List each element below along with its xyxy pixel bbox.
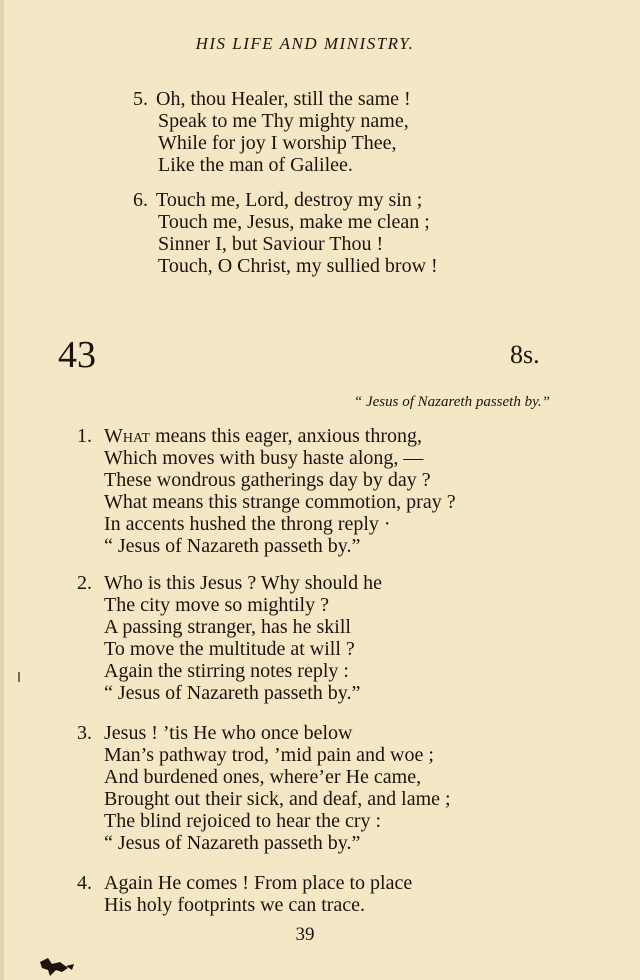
verse-number: 1.: [77, 425, 92, 447]
verse-line: While for joy I worship Thee,: [158, 132, 397, 154]
verse-4: [0, 872, 560, 916]
verse-line: The city move so mightily ?: [104, 594, 329, 616]
verse-number: 2.: [77, 572, 92, 594]
verse-line: Touch me, Lord, destroy my sin ;: [156, 189, 423, 211]
verse-line: Which moves with busy haste along, —: [104, 447, 424, 469]
verse-line: In accents hushed the throng reply ·: [104, 513, 391, 535]
verse-line: These wondrous gatherings day by day ?: [104, 469, 431, 491]
verse-1: [0, 425, 560, 557]
verse-line: And burdened ones, where’er He came,: [104, 766, 422, 788]
verse-line: Brought out their sick, and deaf, and lame ;: [104, 788, 451, 810]
verse-line: Again the stirring notes reply :: [104, 660, 349, 682]
verse-line: To move the multitude at will ?: [104, 638, 355, 660]
verse-line: “ Jesus of Nazareth passeth by.”: [104, 832, 361, 854]
verse-line: Speak to me Thy mighty name,: [158, 110, 409, 132]
verse-5: [0, 88, 560, 176]
hymn-epigraph: “ Jesus of Nazareth passeth by.”: [353, 394, 550, 410]
verse-number: 5.: [133, 88, 148, 110]
verse-line: The blind rejoiced to hear the cry :: [104, 810, 382, 832]
verse-line: Like the man of Galilee.: [158, 154, 353, 176]
verse-line: means this eager, anxious throng,: [150, 425, 423, 447]
verse-3: [0, 722, 560, 854]
verse-line: Jesus ! ’tis He who once below: [104, 722, 353, 744]
verse-number: 6.: [133, 189, 148, 211]
verse-line: “ Jesus of Nazareth passeth by.”: [104, 535, 361, 557]
verse-2: [0, 572, 560, 704]
hymn-number: 43: [58, 334, 96, 376]
page-number: 39: [295, 924, 315, 945]
verse-line: Man’s pathway trod, ’mid pain and woe ;: [104, 744, 434, 766]
verse-first-word: What: [104, 425, 151, 447]
verse-line: Again He comes ! From place to place: [104, 872, 413, 894]
verse-line: Oh, thou Healer, still the same !: [156, 88, 411, 110]
verse-line: Touch, O Christ, my sullied brow !: [158, 255, 438, 277]
bird-ornament-icon: [38, 950, 78, 980]
running-header: HIS LIFE AND MINISTRY.: [195, 34, 415, 53]
verse-6: [0, 189, 560, 277]
verse-line: “ Jesus of Nazareth passeth by.”: [104, 682, 361, 704]
hymn-meter: 8s.: [510, 340, 540, 369]
verse-line: Sinner I, but Saviour Thou !: [158, 233, 384, 255]
verse-number: 3.: [77, 722, 92, 744]
verse-line: Who is this Jesus ? Why should he: [104, 572, 382, 594]
verse-number: 4.: [77, 872, 92, 894]
verse-line: What means this strange commotion, pray ?: [104, 491, 456, 513]
margin-mark: [18, 672, 20, 682]
verse-line: Touch me, Jesus, make me clean ;: [158, 211, 430, 233]
verse-line: A passing stranger, has he skill: [104, 616, 351, 638]
verse-line: His holy footprints we can trace.: [104, 894, 366, 916]
